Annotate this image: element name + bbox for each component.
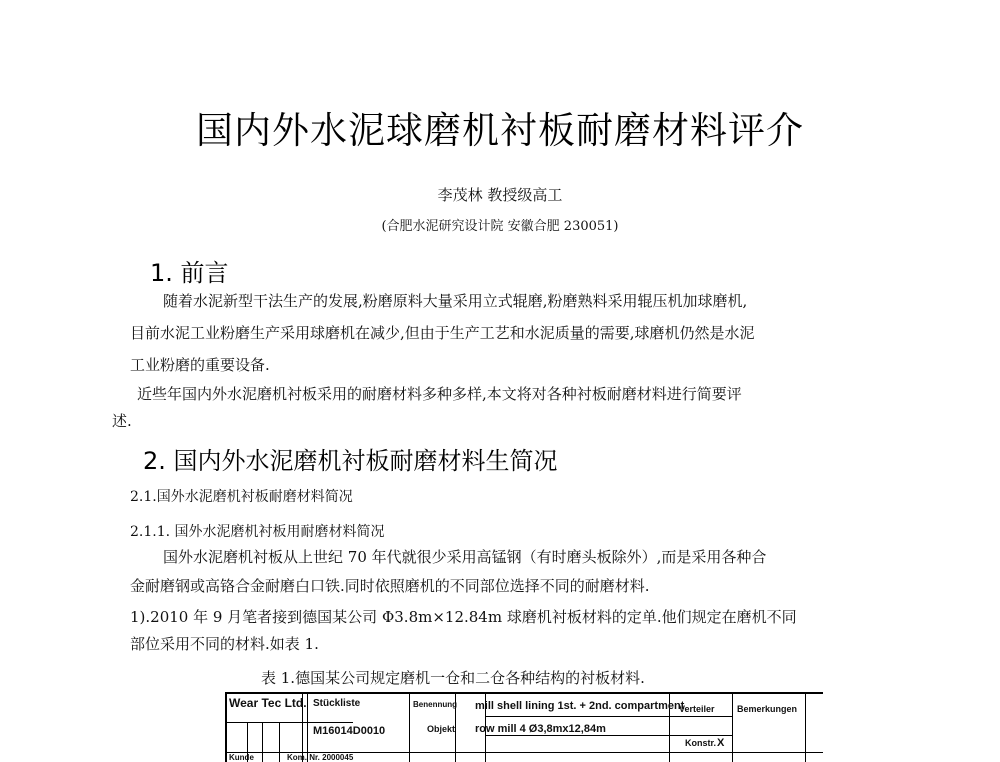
section-2-heading: 2. 国内外水泥磨机衬板耐磨材料生简况 [143, 447, 558, 475]
section-1-heading: 1. 前言 [150, 259, 229, 287]
scanned-table [225, 692, 823, 762]
table-company: Wear Tec Ltd. [229, 696, 307, 710]
section-2-para-line-3: 1).2010 年 9 月笔者接到德国某公司 Φ3.8m×12.84m 球磨机衬板材料的定单.他们规定在磨机不同 [130, 608, 797, 626]
table-drawing-number: M16014D0010 [313, 725, 386, 737]
section-1-para-line-3: 工业粉磨的重要设备. [130, 356, 270, 374]
author-line: 李茂林 教授级高工 [437, 186, 563, 204]
table-stuckliste-label: Stückliste [313, 698, 361, 709]
table-bemerkungen-label: Bemerkungen [737, 704, 798, 714]
table-objekt-value: row mill 4 Ø3,8mx12,84m [475, 723, 606, 735]
subsection-2-1-1-heading: 2.1.1. 国外水泥磨机衬板用耐磨材料简况 [130, 524, 385, 540]
table-verteiler-label: Verteiler [679, 704, 715, 714]
table-konstr-label: Konstr. [685, 738, 717, 748]
section-1-para-line-2: 目前水泥工业粉磨生产采用球磨机在减少,但由于生产工艺和水泥质量的需要,球磨机仍然是水泥 [130, 324, 755, 342]
table-objekt-label: Objekt [427, 724, 456, 734]
section-2-para-line-4: 部位采用不同的材料.如表 1. [130, 635, 319, 653]
table-caption: 表 1.德国某公司规定磨机一仓和二仓各种结构的衬板材料. [261, 669, 645, 687]
table-benennung-value: mill shell lining 1st. + 2nd. compartment [475, 700, 685, 712]
table-benennung-label: Benennung [413, 700, 457, 709]
table-kunde-label: Kunde [229, 753, 254, 762]
affiliation-line: (合肥水泥研究设计院 安徽合肥 230051) [381, 219, 619, 234]
document-title: 国内外水泥球磨机衬板耐磨材料评介 [196, 109, 804, 152]
subsection-2-1-heading: 2.1.国外水泥磨机衬板耐磨材料简况 [130, 489, 353, 505]
table-kom-nr: Kom. Nr. 2000045 [287, 753, 354, 762]
table-konstr-mark: X [717, 737, 725, 749]
section-1-para-line-4: 近些年国内外水泥磨机衬板采用的耐磨材料多种多样,本文将对各种衬板耐磨材料进行简要评 [137, 385, 742, 403]
section-1-para-line-5: 述. [112, 412, 132, 430]
section-2-para-line-2: 金耐磨钢或高铬合金耐磨白口铁.同时依照磨机的不同部位选择不同的耐磨材料. [130, 577, 650, 595]
section-1-para-line-1: 随着水泥新型干法生产的发展,粉磨原料大量采用立式辊磨,粉磨熟料采用辊压机加球磨机, [163, 292, 748, 310]
section-2-para-line-1: 国外水泥磨机衬板从上世纪 70 年代就很少采用高锰钢（有时磨头板除外）,而是采用各种合 [163, 548, 767, 566]
